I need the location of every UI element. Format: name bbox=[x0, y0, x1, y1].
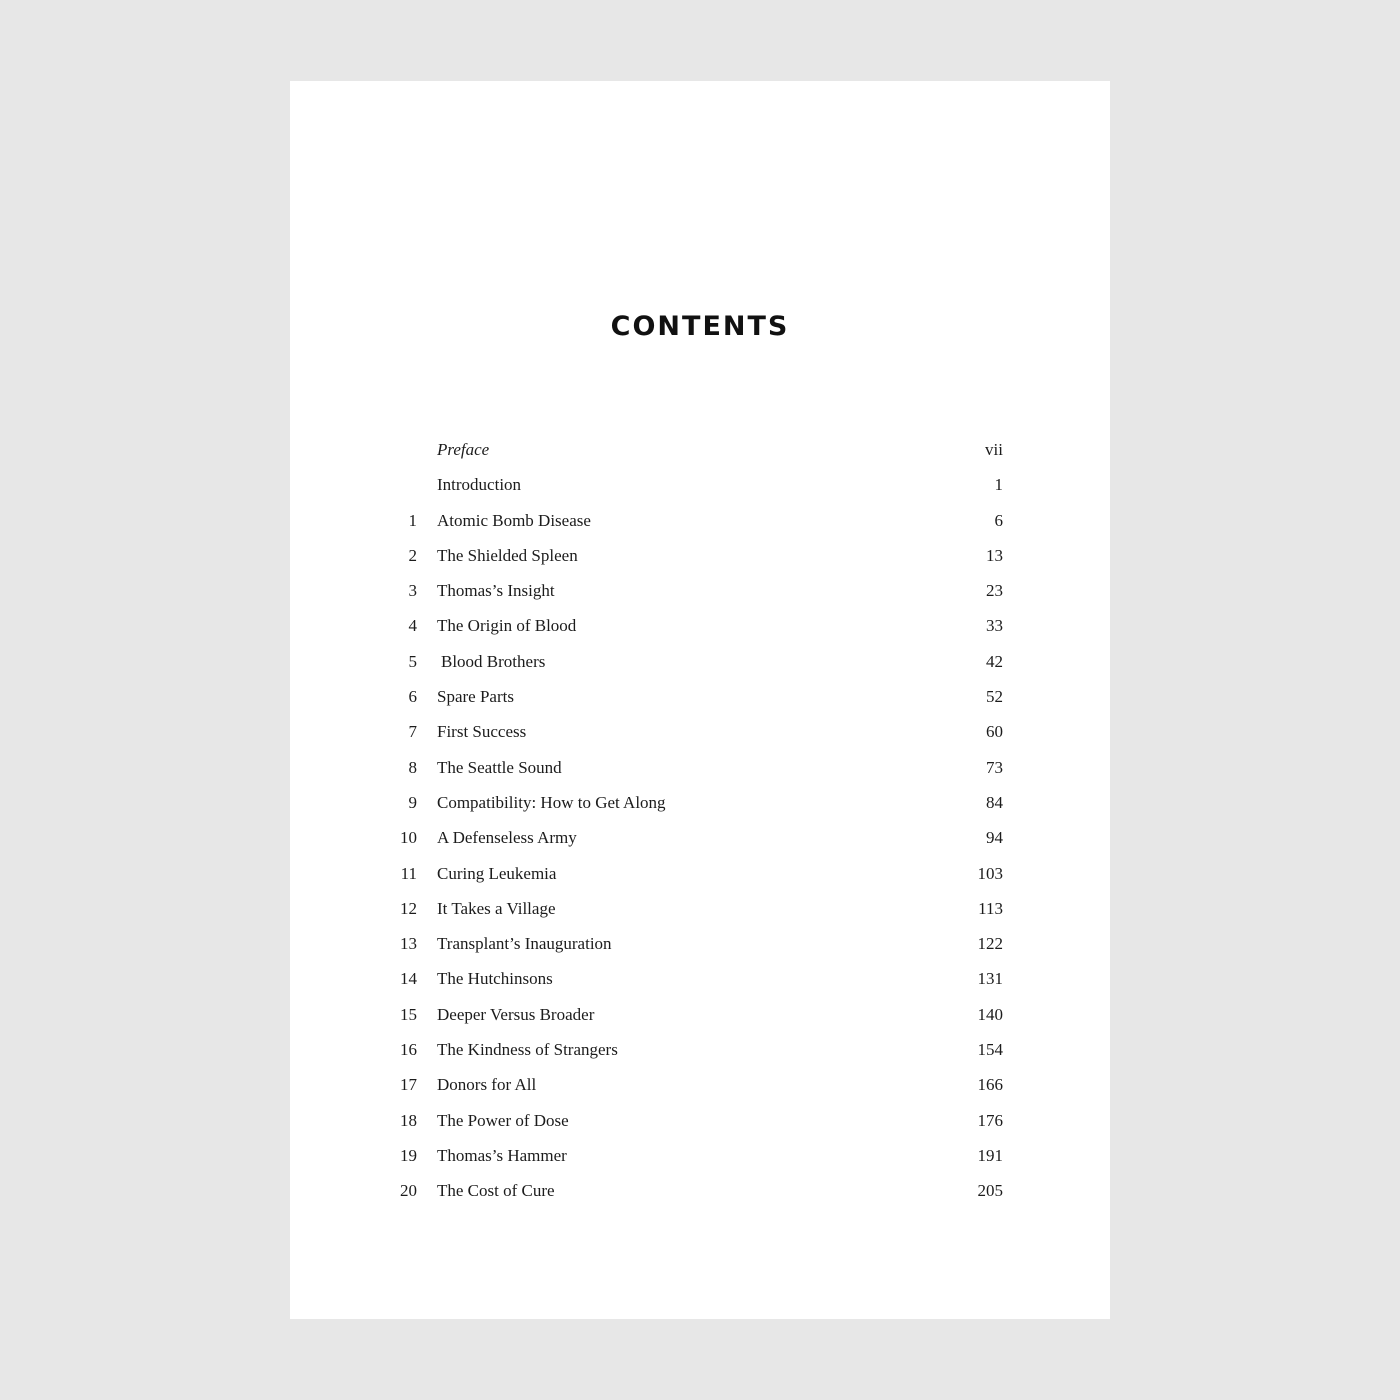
page-number: 166 bbox=[977, 1075, 1003, 1095]
chapter-title: The Kindness of Strangers bbox=[437, 1040, 618, 1060]
page-number: 94 bbox=[986, 828, 1003, 848]
chapter-number: 16 bbox=[400, 1040, 417, 1060]
chapter-title: Atomic Bomb Disease bbox=[437, 510, 591, 530]
chapter-title: Introduction bbox=[437, 475, 522, 495]
chapter-title: The Hutchinsons bbox=[437, 969, 553, 989]
page-number: 1 bbox=[994, 475, 1003, 495]
page-number: 60 bbox=[986, 722, 1003, 742]
chapter-title: The Seattle Sound bbox=[437, 757, 562, 777]
chapter-title: It Takes a Village bbox=[437, 898, 556, 918]
page-number: vii bbox=[985, 440, 1003, 459]
chapter-title: Curing Leukemia bbox=[437, 863, 557, 883]
page-title: CONTENTS bbox=[610, 311, 790, 342]
page-number: 191 bbox=[977, 1145, 1003, 1165]
page-number: 73 bbox=[986, 757, 1003, 777]
toc-entry bbox=[290, 820, 1110, 855]
chapter-title: Preface bbox=[437, 440, 490, 459]
chapter-title: The Power of Dose bbox=[437, 1110, 569, 1130]
chapter-number: 19 bbox=[400, 1145, 417, 1165]
chapter-title: A Defenseless Army bbox=[437, 828, 577, 848]
page-number: 13 bbox=[986, 545, 1003, 565]
chapter-title: The Cost of Cure bbox=[437, 1181, 555, 1201]
chapter-number: 6 bbox=[408, 687, 417, 707]
chapter-number: 12 bbox=[400, 898, 417, 918]
toc-entry bbox=[290, 750, 1110, 785]
chapter-number: 7 bbox=[408, 722, 417, 742]
toc-entry bbox=[290, 997, 1110, 1032]
toc-entry bbox=[290, 926, 1110, 961]
page-number: 23 bbox=[986, 581, 1003, 601]
toc-entry bbox=[290, 856, 1110, 891]
chapter-title: The Origin of Blood bbox=[437, 616, 577, 636]
toc-entry bbox=[290, 608, 1110, 643]
toc-entry bbox=[290, 1173, 1110, 1208]
toc-entry bbox=[290, 1103, 1110, 1138]
page-number: 33 bbox=[986, 616, 1003, 636]
chapter-title: Thomas’s Insight bbox=[437, 581, 555, 601]
page-number: 140 bbox=[977, 1004, 1003, 1024]
page-number: 6 bbox=[994, 510, 1003, 530]
chapter-title: Donors for All bbox=[437, 1075, 537, 1095]
chapter-number: 17 bbox=[400, 1075, 417, 1095]
page-number: 52 bbox=[986, 687, 1003, 707]
chapter-number: 3 bbox=[408, 581, 417, 601]
chapter-number: 10 bbox=[400, 828, 417, 848]
page-number: 176 bbox=[977, 1110, 1003, 1130]
page-number: 84 bbox=[986, 792, 1003, 812]
toc-entry bbox=[290, 538, 1110, 573]
chapter-number: 15 bbox=[400, 1004, 417, 1024]
chapter-number: 11 bbox=[400, 863, 417, 883]
chapter-number: 2 bbox=[408, 545, 417, 565]
toc-entry bbox=[290, 1032, 1110, 1067]
toc-entry bbox=[290, 432, 1110, 467]
page-number: 103 bbox=[977, 863, 1003, 883]
chapter-title: First Success bbox=[437, 722, 527, 742]
chapter-number: 13 bbox=[400, 934, 417, 954]
chapter-title: Thomas’s Hammer bbox=[437, 1145, 567, 1165]
toc-entry bbox=[290, 1067, 1110, 1102]
toc-entry bbox=[290, 467, 1110, 502]
chapter-number: 20 bbox=[400, 1181, 417, 1201]
toc-entry bbox=[290, 785, 1110, 820]
book-page bbox=[290, 81, 1110, 1319]
toc-entry bbox=[290, 503, 1110, 538]
chapter-title: Compatibility: How to Get Along bbox=[437, 792, 666, 812]
toc-entry bbox=[290, 573, 1110, 608]
page-number: 42 bbox=[986, 651, 1003, 671]
chapter-number: 4 bbox=[408, 616, 417, 636]
chapter-number: 18 bbox=[400, 1110, 417, 1130]
toc-entry bbox=[290, 679, 1110, 714]
chapter-number: 8 bbox=[408, 757, 417, 777]
toc-entry bbox=[290, 1138, 1110, 1173]
chapter-number: 14 bbox=[400, 969, 417, 989]
chapter-number: 1 bbox=[408, 510, 417, 530]
chapter-title: The Shielded Spleen bbox=[437, 545, 578, 565]
toc-entry bbox=[290, 714, 1110, 749]
chapter-title: Spare Parts bbox=[437, 687, 514, 707]
page-number: 122 bbox=[977, 934, 1003, 954]
page-number: 113 bbox=[978, 898, 1003, 918]
toc-entry bbox=[290, 891, 1110, 926]
table-of-contents bbox=[290, 432, 1110, 1209]
toc-entry bbox=[290, 961, 1110, 996]
chapter-title: Blood Brothers bbox=[441, 651, 546, 671]
chapter-number: 9 bbox=[408, 792, 417, 812]
page-number: 131 bbox=[977, 969, 1003, 989]
page-number: 154 bbox=[977, 1040, 1003, 1060]
chapter-title: Deeper Versus Broader bbox=[437, 1004, 595, 1024]
toc-entry bbox=[290, 644, 1110, 679]
page-number: 205 bbox=[977, 1181, 1003, 1201]
chapter-number: 5 bbox=[408, 651, 417, 671]
chapter-title: Transplant’s Inauguration bbox=[437, 934, 612, 954]
